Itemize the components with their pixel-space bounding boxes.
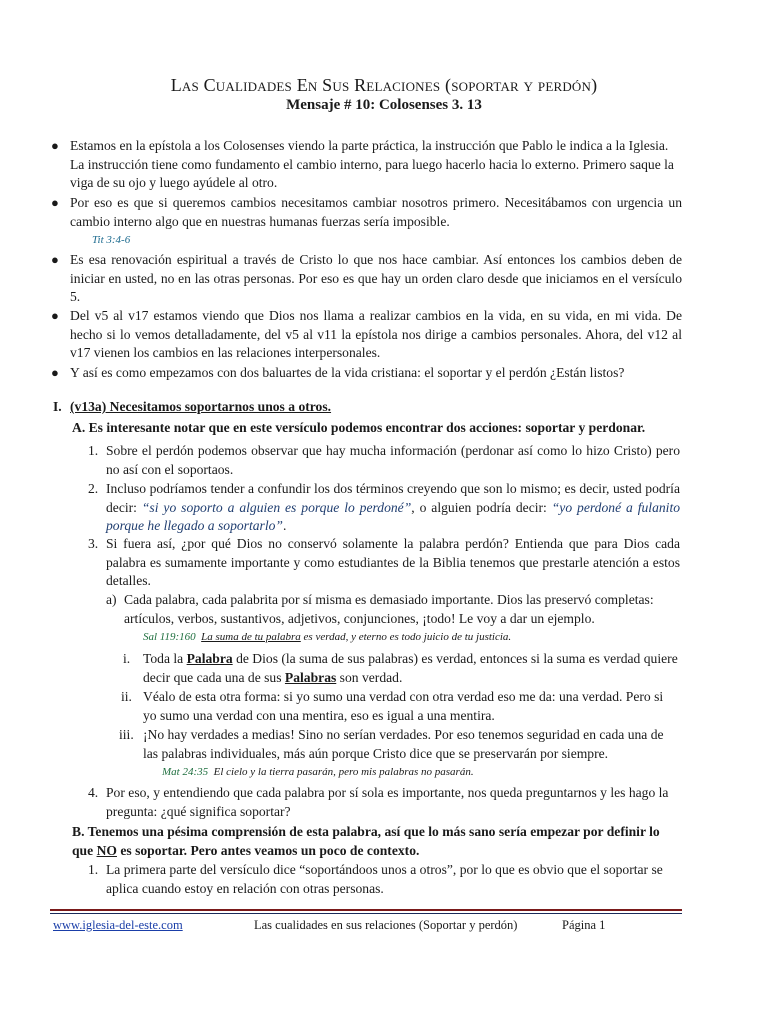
bullet-item: ● Por eso es que si queremos cambios necesitamos cambiar nosotros primero. Necesitábamos con urgencia un cambio interno algo que en nuestras humanas fuerzas sería imposible. <box>51 195 682 229</box>
footer-page-number: Página 1 <box>562 918 606 932</box>
footer-website-link[interactable]: www.iglesia-del-este.com <box>53 918 183 932</box>
title-parenthetical: (soportar y perdón) <box>445 75 598 95</box>
scripture-quote: Mat 24:35 El cielo y la tierra pasarán, pero mis palabras no pasarán. <box>162 766 474 778</box>
bullet-dot-icon: ● <box>51 195 59 210</box>
document-title <box>0 75 768 96</box>
lettered-item: a) Cada palabra, cada palabrita por sí misma es demasiado importante. Dios las preservó completas: artículos, verbos, sustantivos, adjetivos, conjunciones, ¡todo! Le voy a dar un ejemplo. <box>106 592 654 626</box>
bullet-item: ● Estamos en la epístola a los Colosenses viendo la parte práctica, la instrucción que Pablo le indica a la Iglesia. La instrucción tiene como fundamento el cambio interno, para luego hacerlo hacia lo externo. Primero saque la viga de su ojo y luego ayúdele al otro. <box>51 138 674 190</box>
bullet-dot-icon: ● <box>51 365 59 380</box>
roman-item: i. Toda la Palabra de Dios (la suma de sus palabras) es verdad, entonces si la suma es verdad quiere decir que cada una de sus Palabras son verdad. <box>123 651 678 685</box>
numbered-item: 1. La primera parte del versículo dice “soportándoos unos a otros”, por lo que es obvio que el soportar se aplica cuando estoy en relación con otras personas. <box>88 862 663 896</box>
bullet-dot-icon: ● <box>51 308 59 323</box>
bullet-dot-icon: ● <box>51 138 59 153</box>
scripture-reference: Tit 3:4-6 <box>92 234 131 246</box>
numbered-item: 3. Si fuera así, ¿por qué Dios no conservó solamente la palabra perdón? Entienda que para Dios cada palabra es sumamente importante y como estudiantes de la Biblia tenemos que prestarle atención a estos detalles. <box>88 536 680 588</box>
numbered-item: 2. Incluso podríamos tender a confundir los dos términos creyendo que son lo mismo; es decir, usted podría decir: “si yo soporto a alguien es porque lo perdoné”, o alguien podría decir: “yo perdoné a fulanito porque he llegado a soportarlo”. <box>88 481 681 533</box>
section-numeral: I. <box>53 399 62 414</box>
footer-rule <box>50 913 682 914</box>
roman-item: iii. ¡No hay verdades a medias! Sino no serían verdades. Por eso tenemos seguridad en cada una de las palabras individuales, más aún porque Cristo dice que se preservarán por siempre. <box>119 727 664 761</box>
title-main: Las Cualidades En Sus Relaciones <box>170 75 441 95</box>
bullet-item: ● Y así es como empezamos con dos baluartes de la vida cristiana: el soportar y el perdón ¿Están listos? <box>70 364 682 383</box>
scripture-quote: Sal 119:160 La suma de tu palabra es verdad, y eterno es todo juicio de tu justicia. <box>143 631 512 643</box>
document-subtitle: Mensaje # 10: Colosenses 3. 13 <box>286 97 482 113</box>
numbered-item: 1. Sobre el perdón podemos observar que hay mucha información (perdonar así como lo hizo Cristo) pero no así con el soportaos. <box>88 443 680 477</box>
bullet-dot-icon: ● <box>51 252 59 267</box>
numbered-item: 4. Por eso, y entendiendo que cada palabra por sí sola es importante, nos queda preguntarnos y les hago la pregunta: ¿qué significa soportar? <box>88 785 669 819</box>
bullet-item: ● Es esa renovación espiritual a través de Cristo lo que nos hace cambiar. Así entonces los cambios deben de iniciar en usted, no en las otras personas. Por eso es que hay un orden claro desde que iniciamos en el versículo 5. <box>51 252 682 304</box>
section-heading: (v13a) Necesitamos soportarnos unos a otros. <box>70 399 332 414</box>
footer-rule <box>50 909 682 911</box>
subsection-a-heading: A. Es interesante notar que en este versículo podemos encontrar dos acciones: soportar y perdonar. <box>72 420 646 435</box>
subsection-b-heading: B. Tenemos una pésima comprensión de esta palabra, así que lo más sano sería empezar por definir lo que NO es soportar. Pero antes veamos un poco de contexto. <box>72 824 660 858</box>
bullet-item: ● Del v5 al v17 estamos viendo que Dios nos llama a realizar cambios en la vida, en su vida, en mi vida. De hecho si lo vemos detalladamente, del v5 al v11 la epístola nos dirige a cambios personales. Ahora, del v12 al v17 vienen los cambios en las relaciones interpersonales. <box>51 308 682 360</box>
footer-title: Las cualidades en sus relaciones (Soportar y perdón) <box>254 918 518 932</box>
roman-item: ii. Véalo de esta otra forma: si yo sumo una verdad con otra verdad eso me da: una verdad. Pero si yo sumo una verdad con una mentira, eso es igual a una mentira. <box>121 689 664 723</box>
